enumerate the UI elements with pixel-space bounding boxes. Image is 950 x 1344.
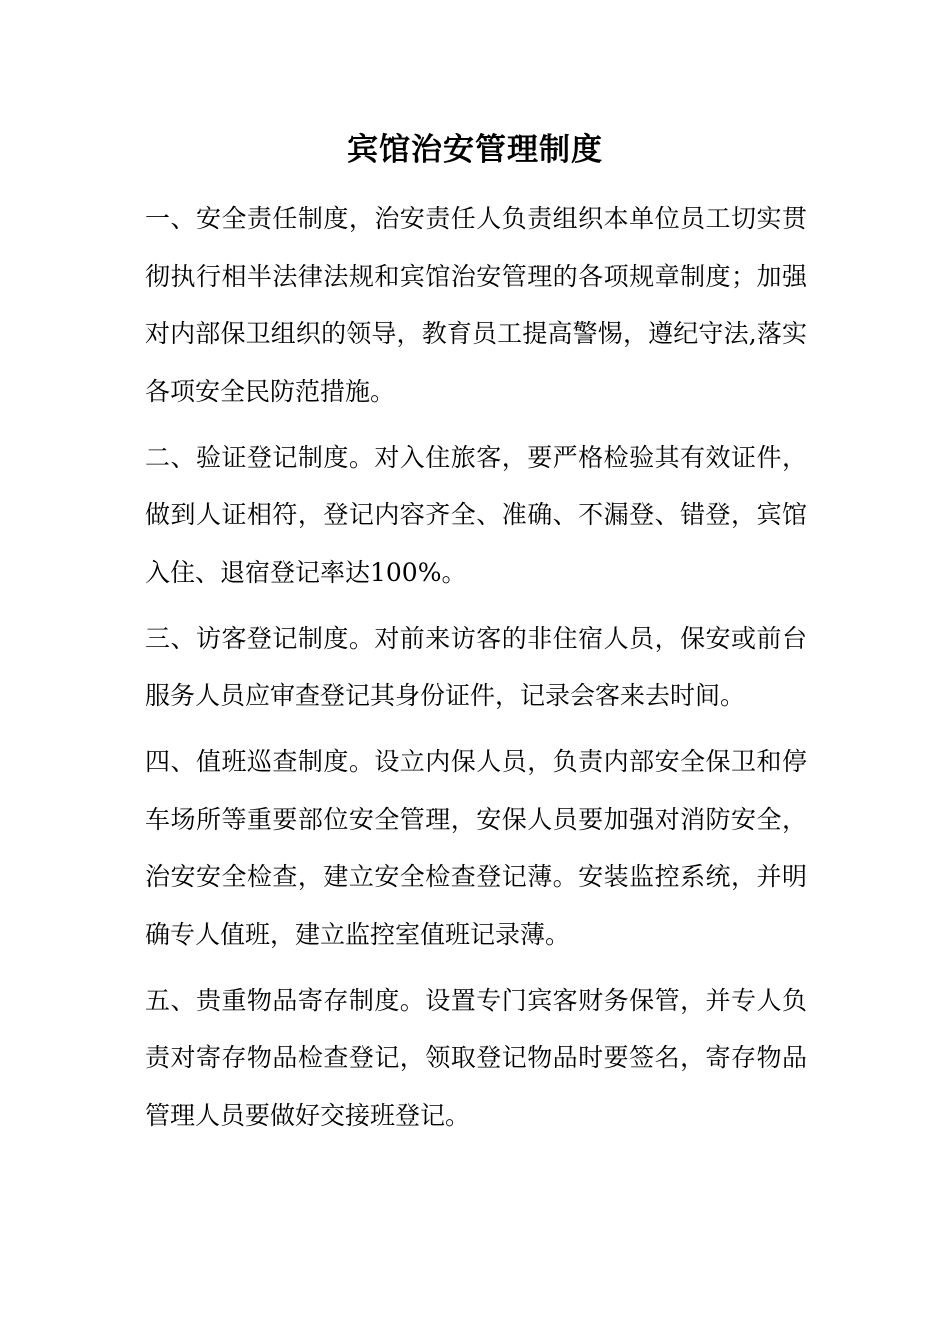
paragraph-verification-registration: 二、验证登记制度。对入住旅客，要严格检验其有效证件，做到人证相符，登记内容齐全、准确、不漏登、错登，宾馆入住、退宿登记率达100%。 [145, 442, 807, 587]
paragraph-safety-responsibility: 一、安全责任制度，治安责任人负责组织本单位员工切实贯彻执行相半法律法规和宾馆治安管理的各项规章制度；加强对内部保卫组织的领导，教育员工提高警惕，遵纪守法,落实各项安全民防范措施。 [145, 204, 807, 406]
paragraph-duty-patrol: 四、值班巡查制度。设立内保人员，负责内部安全保卫和停车场所等重要部位安全管理，安保人员要加强对消防安全，治安安全检查，建立安全检查登记薄。安装监控系统，并明确专人值班，建立监控室值班记录薄。 [145, 747, 807, 949]
document-title: 宾馆治安管理制度 [347, 132, 603, 168]
paragraph-visitor-registration: 三、访客登记制度。对前来访客的非住宿人员，保安或前台服务人员应审查登记其身份证件，记录会客来去时间。 [145, 623, 807, 710]
document-body [145, 190, 807, 1153]
paragraph-valuables-storage: 五、贵重物品寄存制度。设置专门宾客财务保管，并专人负责对寄存物品检查登记，领取登记物品时要签名，寄存物品管理人员要做好交接班登记。 [145, 985, 807, 1130]
